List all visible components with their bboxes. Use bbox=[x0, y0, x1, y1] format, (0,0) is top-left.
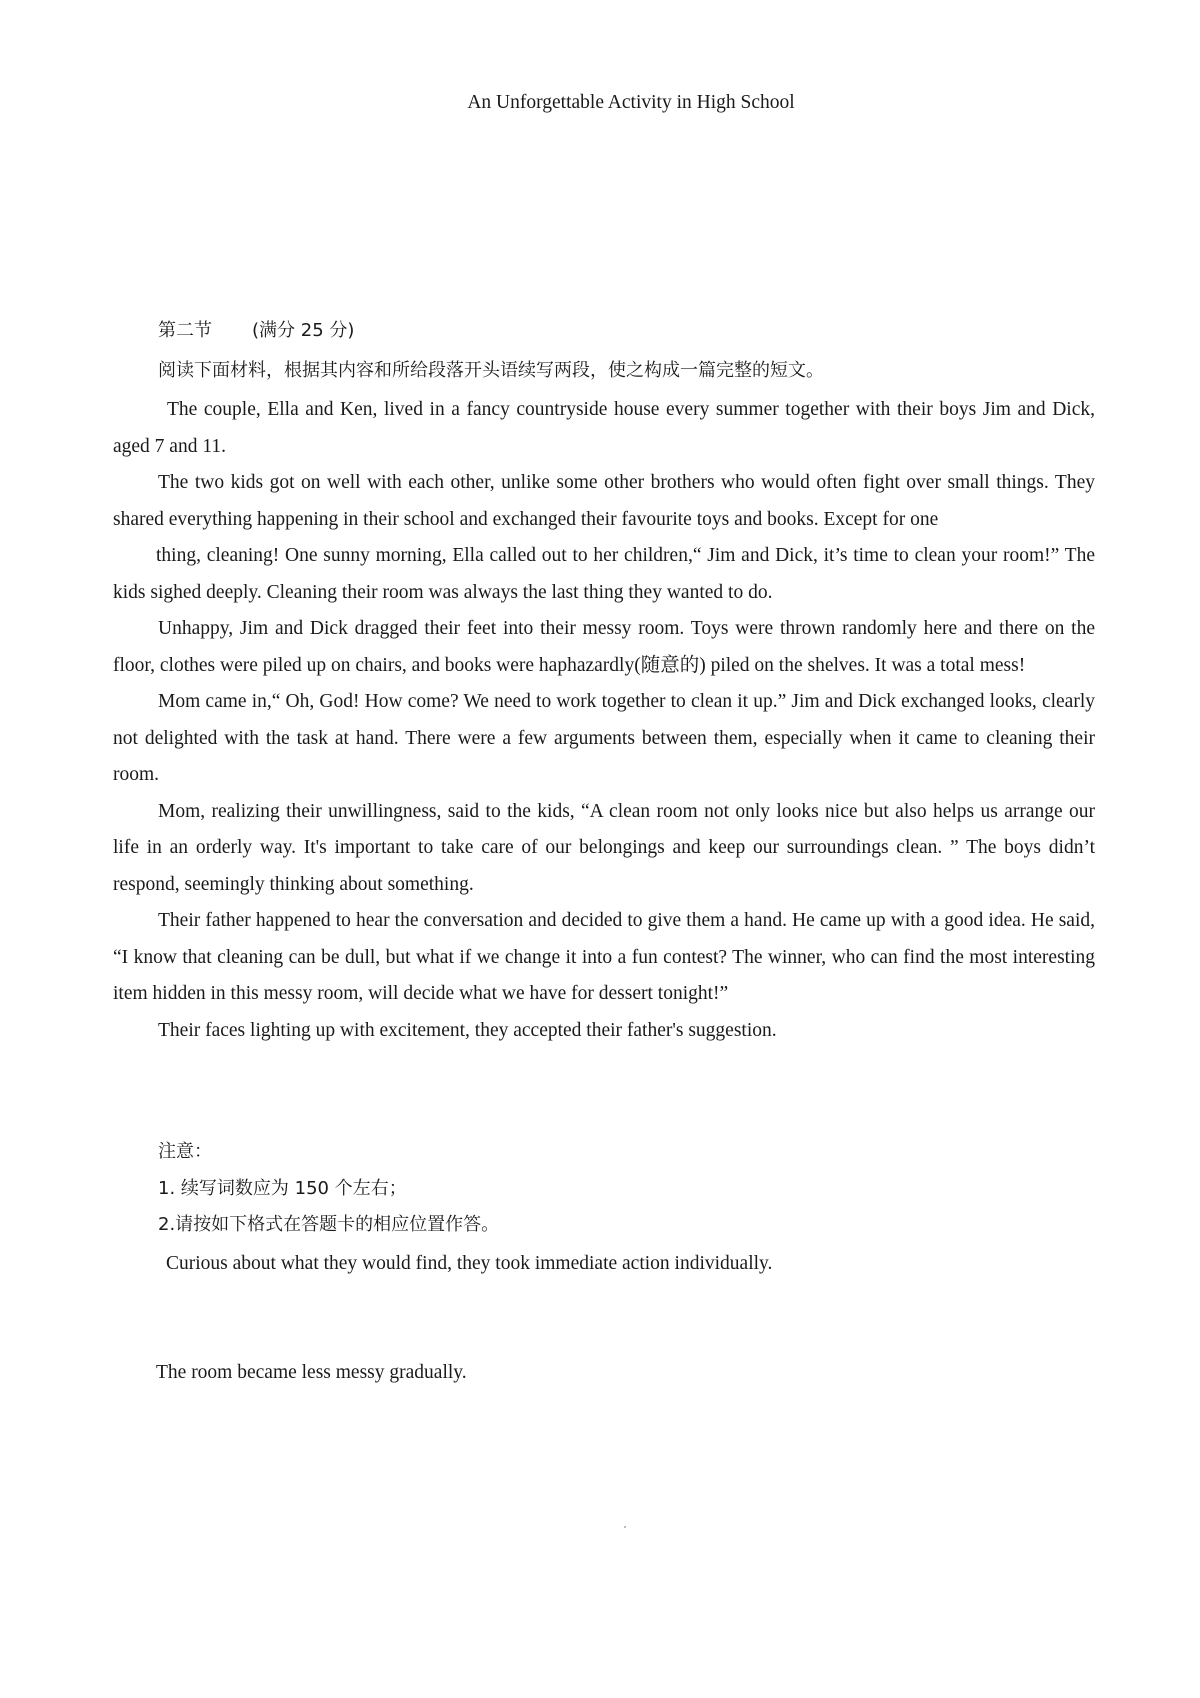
paragraph-6: Their father happened to hear the conversation and decided to give them a hand. He came up with a good idea. He said, “I know that cleaning can be dull, but what if we change it into a fun contest? The winner, who can find the most interesting item hidden in this messy room, will decide what we have for dessert tonight!” bbox=[113, 910, 1095, 1004]
section-heading: 第二节 bbox=[158, 320, 212, 341]
note-2: 2.请按如下格式在答题卡的相应位置作答。 bbox=[158, 1214, 500, 1235]
paragraph-5: Mom, realizing their unwillingness, said to the kids, “A clean room not only looks nice but also helps us arrange our life in an orderly way. It's important to take care of our belongings and keep our surroundings clean. ” The boys didn’t respond, seemingly thinking about something. bbox=[113, 800, 1095, 895]
paragraph-1: The couple, Ella and Ken, lived in a fancy countryside house every summer together with their boys Jim and Dick, aged 7 and 11. bbox=[113, 399, 1095, 457]
notes-heading: 注意： bbox=[158, 1141, 212, 1162]
page-speck bbox=[624, 1526, 626, 1528]
passage bbox=[113, 392, 1095, 1049]
paragraph-3: Unhappy, Jim and Dick dragged their feet into their messy room. Toys were thrown randomly here and there on the floor, clothes were piled up on chairs, and books were haphazardly(随意的) piled on the shelves. It was a total mess! bbox=[113, 618, 1095, 676]
paragraph-2: The two kids got on well with each other, unlike some other brothers who would often fight over small things. They shared everything happening in their school and exchanged their favourite toys and books. Except for one bbox=[113, 472, 1095, 530]
document-title: An Unforgettable Activity in High School bbox=[467, 92, 795, 113]
paragraph-2-continued: thing, cleaning! One sunny morning, Ella called out to her children,“ Jim and Dick, it’s time to clean your room!” The kids sighed deeply. Cleaning their room was always the last thing they wanted to do. bbox=[113, 545, 1095, 603]
note-1: 1. 续写词数应为 150 个左右； bbox=[158, 1178, 407, 1199]
continuation-prompt-2: The room became less messy gradually. bbox=[156, 1362, 467, 1383]
continuation-prompt-1: Curious about what they would find, they took immediate action individually. bbox=[166, 1253, 773, 1274]
paragraph-4: Mom came in,“ Oh, God! How come? We need to work together to clean it up.” Jim and Dick exchanged looks, clearly not delighted with the task at hand. There were a few arguments between them, especially when it came to cleaning their room. bbox=[113, 691, 1095, 785]
instruction-text: 阅读下面材料，根据其内容和所给段落开头语续写两段，使之构成一篇完整的短文。 bbox=[158, 360, 824, 381]
paragraph-7: Their faces lighting up with excitement, they accepted their father's suggestion. bbox=[158, 1019, 777, 1041]
section-points: (满分 25 分) bbox=[252, 320, 355, 341]
